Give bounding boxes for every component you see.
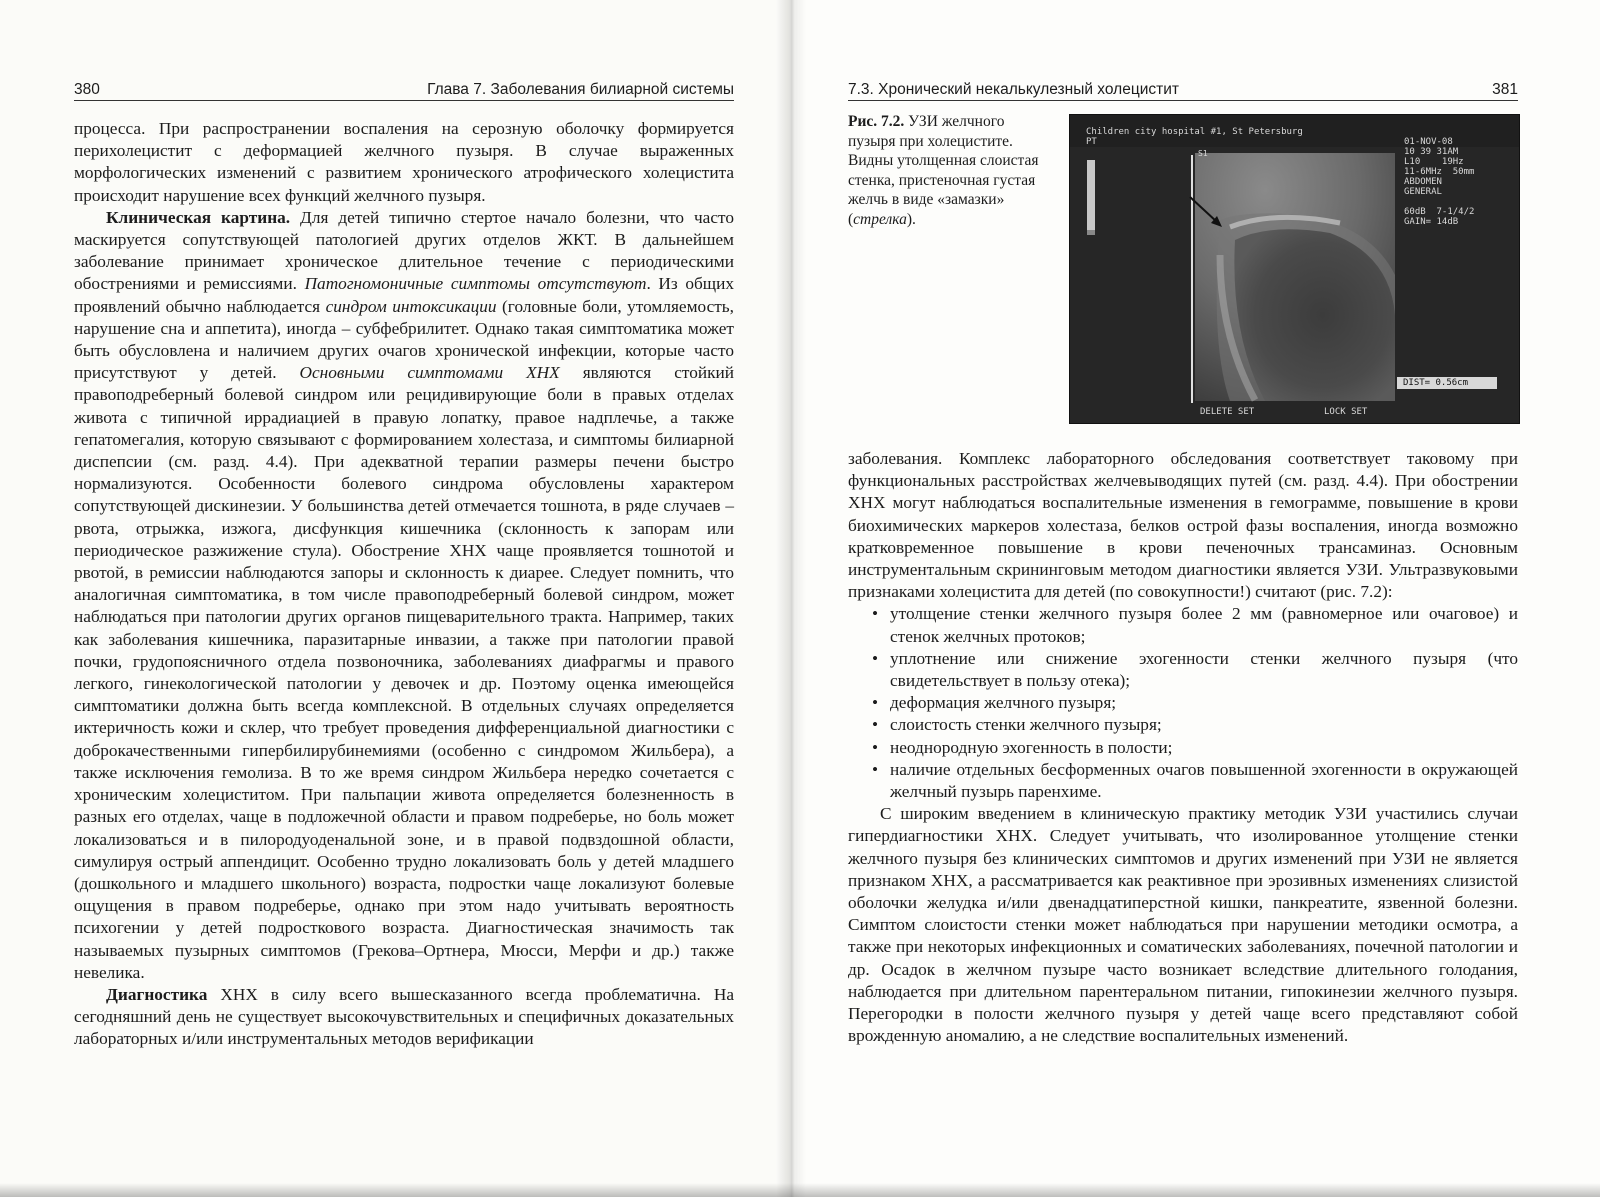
list-item: • уплотнение или снижение эхогенности стенки желчного пузыря (что свидетельствует в пользу отека); (872, 648, 1518, 692)
left-paragraph-1: процесса. При распространении воспаления на серозную оболочку формируется перихолецистит с деформацией желчного пузыря. В случае выраженных морфологических изменений с развитием хронического атрофического холецистита происходит нарушение всех функций желчного пузыря. (74, 119, 734, 205)
ultrasound-signs-list (848, 603, 1518, 803)
ultrasound-delete-set: DELETE SET (1200, 407, 1255, 417)
right-running-title: 7.3. Хронический некалькулезный холецистит (848, 81, 1179, 98)
ultrasound-distance-readout: DIST= 0.56cm (1403, 378, 1469, 388)
left-p3-text: ХНХ в силу всего вышесказанного всегда проблематична. На сегодняшний день не существует высокочувствительных и специфичных доказательных лабораторных и/или инструментальных методов верификации (74, 984, 734, 1049)
ultrasound-lock-set: LOCK SET (1324, 407, 1368, 417)
left-paragraph-3 (74, 984, 734, 1051)
ultrasound-header-text: Children city hospital #1, St Petersburg (1086, 127, 1303, 137)
right-paragraph-2: С широким введением в клиническую практику методик УЗИ участились случаи гипердиагностики ХНХ. Следует учитывать, что изолированное утолщение стенки желчного пузыря без клинических симптомов и других изменений при УЗИ не является признаком ХНХ, а рассматривается как реактивное при эрозивных изменениях слизистой оболочки желудка и/или двенадцатиперстной кишки, панкреатите, язвенной болезни. Симптом слоистости стенки может наблюдаться при нарушении методики осмотра, а также при некоторых инфекционных и соматических заболеваниях, почечной патологии и др. Осадок в желчном пузыре часто возникает вследствие длительного голодания, наблюдается при длительном парентеральном питании, гипокинезии желчного пузыря. Перегородки в полости желчного пузыря у детей чаще всего представляют собой врожденную аномалию, а не следствие воспалительных изменений. (848, 804, 1518, 1046)
left-page (0, 0, 790, 1197)
right-body-text (848, 448, 1518, 1047)
clinical-picture-heading: Клиническая картина. (106, 207, 291, 227)
left-p2-italic-1: Патогномоничные симптомы отсутствуют (304, 274, 647, 294)
list-item: • наличие отдельных бесформенных очагов повышенной эхогенности в окружающей желчный пузырь паренхиме. (872, 759, 1518, 803)
left-page-number: 380 (74, 81, 100, 98)
right-running-head (848, 78, 1518, 101)
left-p2-text-c: (головные боли, утомляемость, нарушение сна и аппетита), иногда – субфебрилитет. Однако такая симптоматика может быть обусловлена и наличием других очагов хронической инфекции, которые часто присутствуют у детей. (74, 296, 734, 383)
list-item: • деформация желчного пузыря; (872, 692, 1518, 714)
ultrasound-pt-label: PT (1086, 137, 1097, 147)
left-p2-text-d: являются стойкий правоподреберный болевой синдром или рецидивирующие боли в правых отделах живота с типичной иррадиацией в правую лопатку, правое надплечье, а также гепатомегалия, которую связывают с формированием холестаза, и симптомы билиарной диспепсии (см. разд. 4.4). При адекватной терапии размеры печени быстро нормализуются. Особенности болевого синдрома обусловлены характером сопутствующей дискинезии. У большинства детей отмечается тошнота, в ряде случаев – рвота, отрыжка, изжога, дисфункция кишечника (склонность к запорам или периодическое разжижение стула). Обострение ХНХ чаще проявляется тошнотой и рвотой, в ремиссии наблюдаются запоры и склонность к диарее. Следует помнить, что аналогичная симптоматика, в том числе правоподреберный болевой синдром, может наблюдаться при патологии других органов пищеварительного тракта. Например, таких как заболевания кишечника, паразитарные инвазии, а также при патологии правой почки, грудопоясничного отдела позвоночника, заболеваниях диафрагмы и правого легкого, гинекологической патологии у девочек и др. Поэтому оценка имеющейся симптоматики должна быть всегда комплексной. В отдельных случаях определяется иктеричность кожи и склер, что требует проведения дифференциальной диагностики с доброкачественными гипербилирубинемиями (особенно с синдромом Жильбера), а также исключения гемолиза. В то же время синдром Жильбера нередко сочетается с хроническим холециститом. При пальпации живота определяется болезненность в разных его отделах, чаще в подложечной области и правом подреберье, но боль может локализоваться и в пилородуоденальной зоне, и в правой подвздошной области, симулируя острый аппендицит. Особенно трудно локализовать боль у детей младшего (дошкольного и младшего школьного) возраста, подростки чаще локализуют болевые ощущения в правом подреберье, однако при этом надо учитывать вероятность психогении у детей подросткового возраста. Диагностическая значимость так называемых пузырных симптомов (Грекова–Ортнера, Мюсси, Мерфи и др.) также невелика. (74, 363, 735, 982)
list-item: • слоистость стенки желчного пузыря; (872, 714, 1518, 736)
ultrasound-marker: S1 (1198, 149, 1208, 158)
right-paragraph-1: заболевания. Комплекс лабораторного обследования соответствует таковому при функциональных расстройствах желчевыводящих путей (см. разд. 4.4). При обострении ХНХ могут наблюдаться воспалительные изменения в гемограмме, повышение в крови биохимических маркеров холестаза, белков острой фазы воспаления, иногда возможно кратковременное повышение в крови печеночных трансаминаз. Основным инструментальным скрининговым методом диагностики является УЗИ. Ультразвуковыми признаками холецистита для детей (по совокупности!) считают (рис. 7.2): (848, 449, 1518, 602)
left-running-title: Глава 7. Заболевания билиарной системы (427, 81, 734, 98)
figure-caption-text: УЗИ желчного пузыря при холецистите. Видны утолщенная слоистая стенка, пристеночная густая желчь в виде «замазки» ( (848, 113, 1039, 228)
figure-7-2 (848, 112, 1518, 432)
figure-label: Рис. 7.2. (848, 113, 905, 130)
left-p2-text-a: Для детей типично стертое начало болезни, что часто маскируется сопутствующей патологией других отделов ЖКТ. В дальнейшем заболевание принимает хроническое длительное течение с периодическими обострениями и ремиссиями. (74, 207, 734, 294)
left-body-text (74, 118, 734, 1051)
figure-caption-end: ). (906, 210, 916, 228)
figure-caption-italic: стрелка (853, 210, 907, 228)
left-p2-text-b: . Из общих проявлений обычно наблюдается (74, 274, 734, 316)
left-running-head (74, 78, 734, 101)
left-p2-italic-2: синдром интоксикации (325, 296, 497, 316)
left-paragraph-2 (74, 207, 734, 984)
left-p2-italic-3: Основными симптомами ХНХ (299, 363, 560, 383)
list-item: • неоднородную эхогенность в полости; (872, 737, 1518, 759)
right-page-number: 381 (1492, 81, 1518, 98)
diagnostics-heading: Диагностика (106, 984, 208, 1004)
page-bottom-shadow (0, 1183, 1600, 1197)
ultrasound-scan-settings: 01-NOV-08 10 39 31AM L10 19Hz 11-6MHz 50mm ABDOMEN GENERAL 60dB 7-1/4/2 GAIN= 14dB (1404, 137, 1475, 227)
list-item: • утолщение стенки желчного пузыря более 2 мм (равномерное или очаговое) и стенок желчных протоков; (872, 603, 1518, 647)
figure-caption (848, 112, 1044, 229)
ultrasound-image (1069, 114, 1520, 424)
right-page (790, 0, 1600, 1197)
